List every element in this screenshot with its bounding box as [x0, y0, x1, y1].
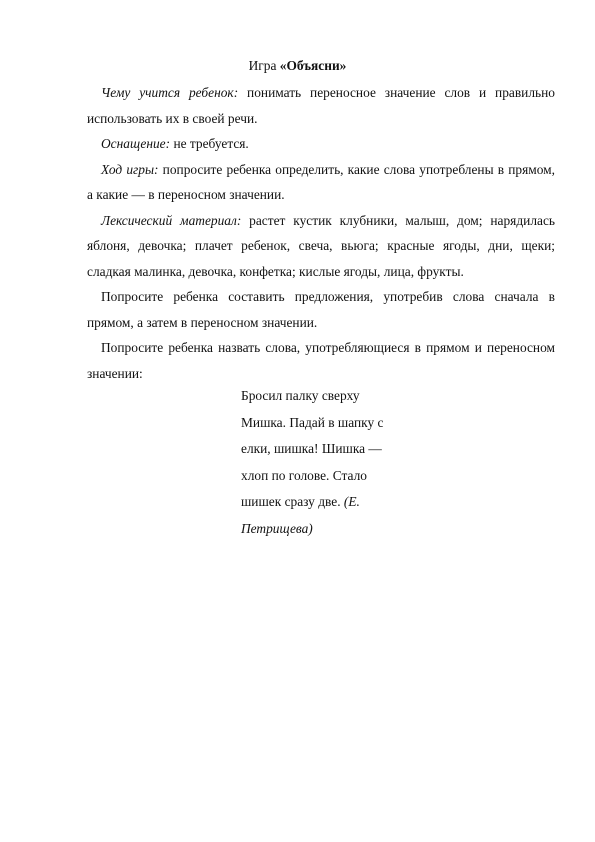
text-equipment: не требуется.: [170, 136, 249, 151]
paragraph-material: [87, 208, 555, 285]
label-game: Ход игры:: [101, 161, 159, 177]
paragraph-equipment: [87, 131, 555, 157]
poem-author-part1: (Е.: [343, 494, 360, 510]
paragraph-learns: [87, 80, 555, 131]
text-material: растет кустик клубники, малыш, дом; нарядилась яблоня, девочка; плачет ребенок, свеча, вьюга; красные ягоды, дни, щеки; сладкая малинка, девочка, конфетка; кислые ягоды, лица, фрукты.: [87, 212, 555, 279]
document-body: [87, 80, 555, 386]
title-game-name: «Объясни»: [279, 58, 347, 73]
label-material: Лексический материал:: [101, 212, 242, 228]
document-title: [0, 58, 595, 74]
text-game: попросите ребенка определить, какие слова употреблены в прямом, а какие — в переносном значении.: [87, 161, 555, 202]
poem-block: [241, 383, 441, 543]
text-task2: Попросите ребенка назвать слова, употребляющиеся в прямом и переносном значении:: [87, 340, 555, 381]
label-equipment: Оснащение:: [101, 136, 171, 151]
poem-line-5: [241, 489, 441, 516]
poem-line-1: Бросил палку сверху: [241, 388, 360, 403]
text-learns: понимать переносное значение слов и правильно использовать их в своей речи.: [87, 85, 555, 126]
poem-line-2: Мишка. Падай в шапку с: [241, 414, 384, 430]
title-prefix: Игра: [248, 58, 280, 73]
poem-line-4: хлоп по голове. Стало: [241, 467, 367, 483]
poem-line-3: елки, шишка! Шишка —: [241, 441, 382, 457]
poem-author-part2: Петрищева): [241, 520, 313, 536]
poem-line-5-text: шишек сразу две.: [241, 494, 344, 510]
paragraph-game: [87, 157, 555, 208]
text-task1: Попросите ребенка составить предложения, употребив слова сначала в прямом, а затем в переносном значении.: [87, 289, 555, 330]
label-learns: Чему учится ребенок:: [101, 85, 239, 100]
paragraph-task2: [87, 335, 555, 386]
paragraph-task1: [87, 284, 555, 335]
